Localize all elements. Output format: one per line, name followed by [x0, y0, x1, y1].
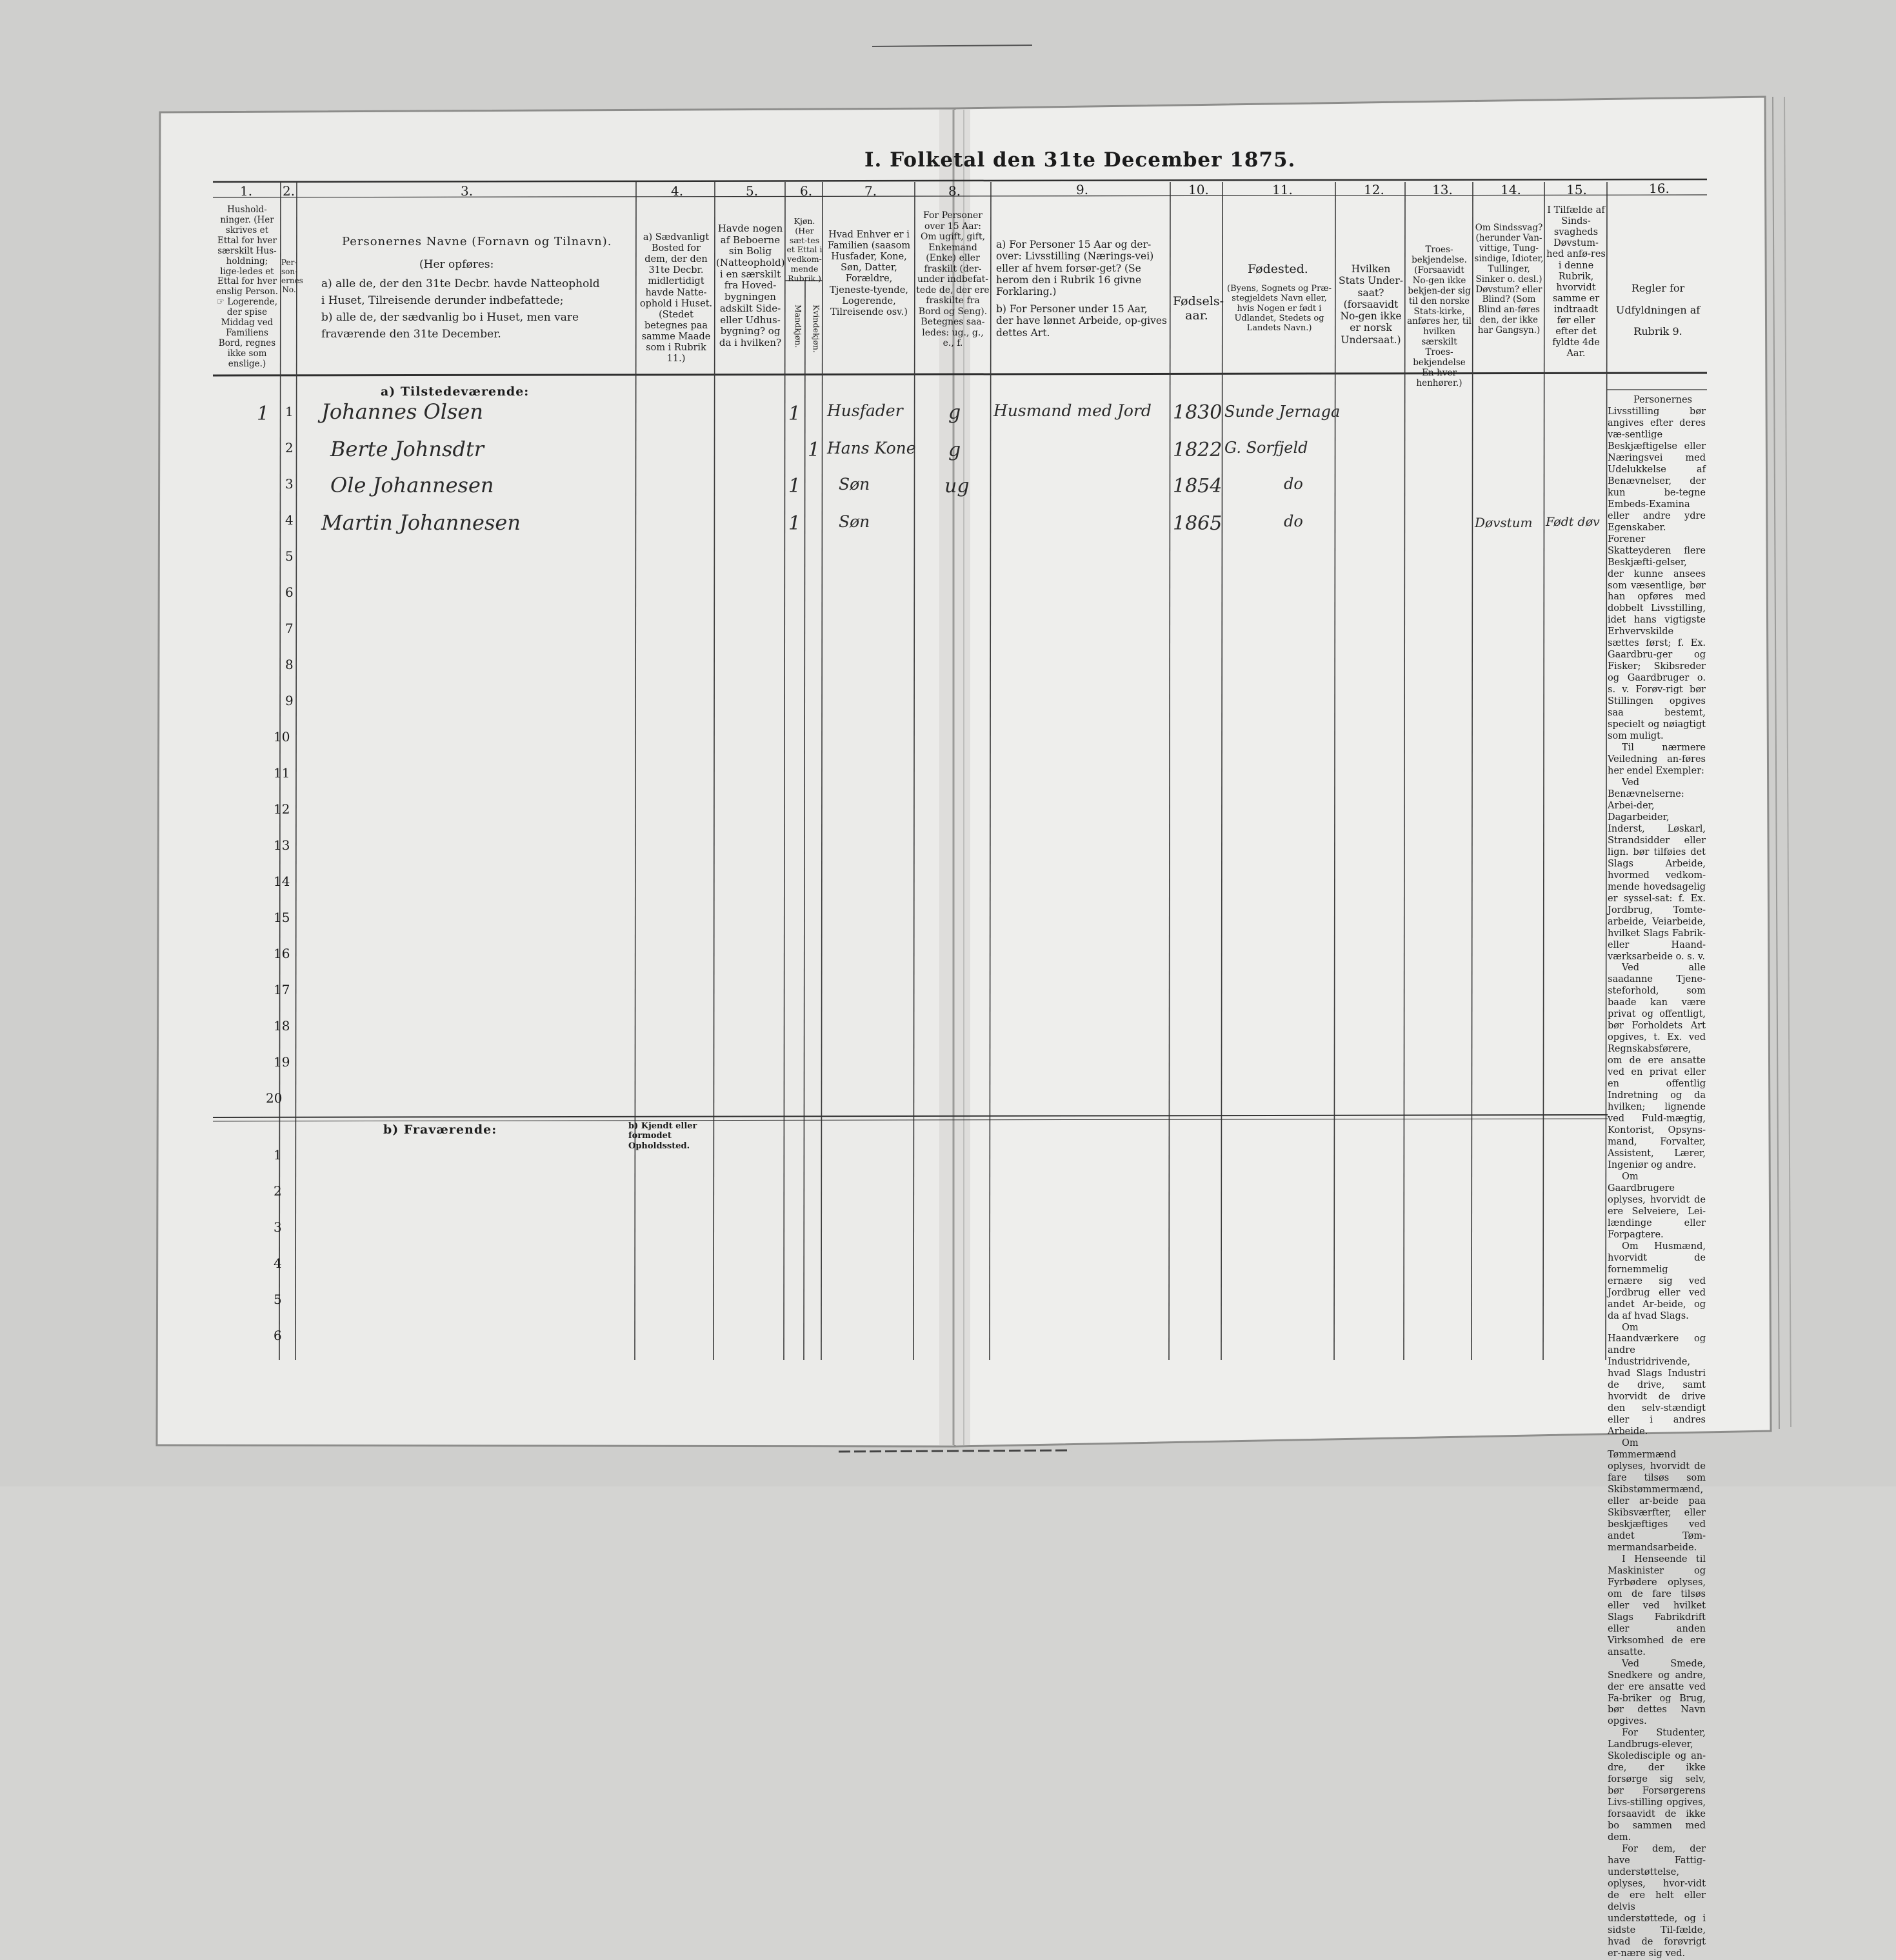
person-sex-male: 1 [788, 512, 801, 535]
person-role: Hans Kone [827, 439, 916, 457]
header-rules: Regler for Udfyldningen af Rubrik 9. [1615, 282, 1701, 338]
header-person-number: Per-son-ernes No. [281, 258, 303, 295]
row-number: 4 [285, 512, 294, 528]
person-name: Martin Johannesen [321, 510, 521, 535]
row-number: 2 [274, 1183, 282, 1199]
header-religion: Troes-bekjendelse. (Forsaavidt No-gen ikke bekjen-der sig til den norske Stats-kirke, anføres her, til hvilken særskilt Troes-bekjendelse En-hver henhører.) [1407, 245, 1472, 388]
column-number: 16. [1649, 181, 1670, 196]
header-birth-year: Fødsels-aar. [1173, 294, 1224, 323]
row-number: 6 [274, 1328, 282, 1343]
header-civil-status: For Personer over 15 Aar: Om ugift, gift, Enkemand (Enke) eller fraskilt (der-under indbefat-tede de, der ere fraskilte fra Bord og Seng). Betegnes saa-ledes: ug., g., e., f. [916, 210, 990, 349]
row-number: 5 [285, 548, 294, 564]
header-names-sub: (Her opføres: [419, 258, 494, 271]
person-name: Berte Johnsdtr [330, 437, 484, 461]
column-number: 15. [1566, 182, 1587, 197]
row-number: 16 [274, 946, 290, 961]
row-number: 13 [274, 837, 290, 853]
row-number: 1 [274, 1147, 282, 1163]
row-number: 20 [266, 1090, 283, 1106]
column-number: 14. [1501, 182, 1521, 197]
person-birthplace: do [1284, 475, 1303, 493]
column-number: 12. [1364, 182, 1384, 197]
row-number: 19 [274, 1054, 290, 1070]
header-onset: I Tilfælde af Sinds-svagheds Døvstum-hed anfø-res i denne Rubrik, hvorvidt samme er indtraadt før eller efter det fyldte 4de Aar. [1546, 205, 1606, 359]
rules-paragraph: For Studenter, Landbrugs-elever, Skoledisciple og an-dre, der ikke forsørge sig selv, bør Forsørgerens Livs-stilling opgives, forsaavidt de ikke bo sammen med dem. [1608, 1728, 1706, 1843]
person-civil-status: ug [944, 475, 970, 497]
header-names-b: b) alle de, der sædvanlig bo i Huset, men vare fraværende den 31te December. [321, 311, 579, 341]
header-occupation-b: b) For Personer under 15 Aar, der have lønnet Arbeide, op-gives dettes Art. [996, 303, 1167, 339]
person-civil-status: g [948, 401, 961, 424]
header-sex-male: Mandkjøn. [793, 305, 803, 348]
header-citizenship: Hvilken Stats Under-saat? (forsaavidt No-gen ikke er norsk Undersaat.) [1339, 263, 1403, 346]
header-birthplace-sub: (Byens, Sognets og Præ-stegjeldets Navn eller, hvis Nogen er født i Udlandet, Stedets og Landets Navn.) [1227, 284, 1332, 334]
column-number: 10. [1188, 182, 1209, 197]
header-households: Hushold-ninger. (Her skrives et Ettal for hver særskilt Hus-holdning; lige-ledes et Ettal for hver enslig Person. ☞ Logerende, der spise Middag ved Familiens Bord, regnes ikke som enslige.) [215, 205, 279, 369]
person-sex-male: 1 [788, 403, 801, 425]
row-number: 10 [274, 729, 290, 745]
section-present-label: a) Tilstedeværende: [381, 385, 530, 399]
section-absent-col4-label: b) Kjendt eller formodet Opholdssted. [628, 1121, 697, 1151]
column-number: 4. [671, 183, 684, 199]
header-disability: Om Sindssvag? (herunder Van-vittige, Tung-sindige, Idioter, Tullinger, Sinker o. desl.) Døvstum? eller Blind? (Som Blind an-føres den, der ikke har Gangsyn.) [1474, 223, 1544, 336]
row-number: 9 [285, 693, 294, 708]
person-birth-year: 1830 [1173, 401, 1222, 424]
row-number: 7 [285, 621, 294, 636]
column-number: 11. [1272, 182, 1293, 197]
column-number: 3. [461, 183, 474, 199]
row-number: 2 [285, 440, 294, 455]
person-name: Johannes Olsen [321, 399, 483, 424]
header-outbuilding: Havde nogen af Beboerne sin Bolig (Natteophold) i en særskilt fra Hoved-bygningen adskilt Side-eller Udhus-bygning? og da i hvilken? [716, 223, 785, 348]
column-number: 9. [1076, 182, 1089, 197]
rules-paragraph: Personernes Livsstilling bør angives efter deres væ-sentlige Beskjæftigelse eller Næringsvei med Udelukkelse af Benævnelser, der kun be-tegne Embeds-Examina eller andre ydre Egenskaber. Forener Skatteyderen flere Beskjæfti-gelser, der kunne ansees som væsentlige, bør han opføres med dobbelt Livsstilling, idet hans vigtigste Erhvervskilde sættes først; f. Ex. Gaardbru-ger og Fisker; Skibsreder og Gaardbruger o. s. v. Forøv-rigt bør Stillingen opgives saa bestemt, specielt og nøiagtigt som muligt. [1608, 395, 1706, 742]
header-occupation-a: a) For Personer 15 Aar og der-over: Livsstilling (Nærings-vei) eller af hvem forsør-get? (Se herom den i Rubrik 16 givne Forklaring.) [996, 239, 1154, 298]
rules-paragraph: Ved alle saadanne Tjene-steforhold, som baade kan være privat og offentligt, bør Forholdets Art opgives, t. Ex. ved Regnskabsførere, om de ere ansatte ved en privat eller en offentlig Indretning og da hvilken; lignende ved Fuld-mægtig, Kontorist, Opsyns-mand, Forvalter, Assistent, Lærer, Ingeniør og andre. [1608, 963, 1706, 1170]
person-disability: Døvstum [1475, 515, 1533, 530]
person-role: Søn [839, 475, 870, 494]
rules-paragraph: Om Gaardbrugere oplyses, hvorvidt de ere Selveiere, Lei-lændinge eller Forpagtere. [1608, 1171, 1706, 1240]
row-number: 11 [274, 765, 290, 781]
person-role: Søn [839, 512, 870, 531]
rules-text-block [1608, 395, 1706, 1960]
row-number: 5 [274, 1292, 282, 1307]
row-number: 12 [274, 801, 290, 817]
header-birthplace-title: Fødested. [1248, 262, 1308, 276]
row-number: 3 [274, 1219, 282, 1235]
row-number: 17 [274, 982, 290, 997]
person-birth-year: 1854 [1173, 475, 1222, 497]
header-usual-residence: a) Sædvanligt Bosted for dem, der den 31te Decbr. midlertidigt havde Natte-ophold i Huset. (Stedet betegnes paa samme Maade som i Rubrik 11.) [639, 232, 713, 365]
person-birthplace: Sunde Jernaga [1224, 403, 1341, 421]
section-absent-label: b) Fraværende: [383, 1123, 497, 1137]
person-birthplace: G. Sorfjeld [1224, 439, 1308, 457]
rules-paragraph: I Henseende til Maskinister og Fyrbødere oplyses, om de fare tilsøs eller ved hvilket Slags Fabrikdrift eller anden Virksomhed de ere ansatte. [1608, 1554, 1706, 1657]
row-number: 4 [274, 1255, 282, 1271]
column-number: 1. [240, 183, 253, 199]
person-sex-female: 1 [808, 439, 821, 461]
row-number: 1 [285, 404, 294, 419]
row-number: 3 [285, 476, 294, 492]
header-sex-female: Kvindekjøn. [812, 305, 821, 353]
header-family-role: Hvad Enhver er i Familien (saasom Husfader, Kone, Søn, Datter, Forældre, Tjeneste-tyende, Logerende, Tilreisende osv.) [827, 230, 911, 317]
person-name: Ole Johannesen [330, 473, 494, 497]
person-occupation: Husmand med Jord [993, 401, 1152, 420]
column-number: 5. [746, 183, 759, 199]
column-number: 7. [864, 183, 877, 199]
rules-paragraph: Om Tømmermænd oplyses, hvorvidt de fare tilsøs som Skibstømmermænd, eller ar-beide paa Skibsværfter, eller beskjæftiges ved andet Tøm-mermandsarbeide. [1608, 1438, 1706, 1553]
person-birth-year: 1865 [1173, 512, 1222, 535]
column-number: 2. [283, 183, 295, 199]
header-names-a: a) alle de, der den 31te Decbr. havde Natteophold i Huset, Tilreisende derunder indbefattede; [321, 277, 600, 307]
row-number: 18 [274, 1018, 290, 1034]
rules-paragraph: Til nærmere Veiledning an-føres her endel Exempler: [1608, 743, 1706, 776]
column-number: 13. [1432, 182, 1453, 197]
person-birthplace: do [1284, 512, 1303, 530]
page-title: I. Folketal den 31te December 1875. [864, 148, 1296, 172]
rules-paragraph: For dem, der have Fattig-understøttelse, oplyses, hvor-vidt de ere helt eller delvis understøttede, og i sidste Til-fælde, hvad de forøvrigt er-nære sig ved. [1608, 1844, 1706, 1959]
row-number: 6 [285, 585, 294, 600]
column-number: 6. [800, 183, 813, 199]
rules-paragraph: Om Husmænd, hvorvidt de fornemmelig ernære sig ved Jordbrug eller ved andet Ar-beide, og da af hvad Slags. [1608, 1241, 1706, 1321]
rules-paragraph: Ved Benævnelserne: Arbei-der, Dagarbeider, Inderst, Løskarl, Strandsidder eller lign. bør tilføies det Slags Arbeide, hvormed vedkom-mende hovedsagelig er syssel-sat: f. Ex. Jordbrug, Tomte-arbeide, Veiarbeide, hvilket Slags Fabrik- eller Haand-værksarbeide o. s. v. [1608, 777, 1706, 962]
person-civil-status: g [948, 439, 961, 461]
column-number: 8. [948, 183, 961, 199]
person-birth-year: 1822 [1173, 439, 1222, 461]
rules-paragraph: Ved Smede, Snedkere og andre, der ere ansatte ved Fa-briker og Brug, bør dettes Navn opgives. [1608, 1658, 1706, 1727]
household-marker: 1 [257, 403, 270, 425]
header-sex: Kjøn. (Her sæt-tes et Ettal i vedkom-mende Rubrik.) [786, 216, 823, 283]
person-sex-male: 1 [788, 475, 801, 497]
person-disability-onset: Født døv [1546, 515, 1600, 529]
row-number: 15 [274, 910, 290, 925]
rules-paragraph: Om Haandværkere og andre Industridrivende, hvad Slags Industri de drive, samt hvorvidt de drive den selv-stændigt eller i andres Arbeide. [1608, 1322, 1706, 1437]
header-names-title: Personernes Navne (Fornavn og Tilnavn). [342, 235, 612, 248]
row-number: 14 [274, 874, 290, 889]
row-number: 8 [285, 657, 294, 672]
person-role: Husfader [827, 401, 903, 420]
